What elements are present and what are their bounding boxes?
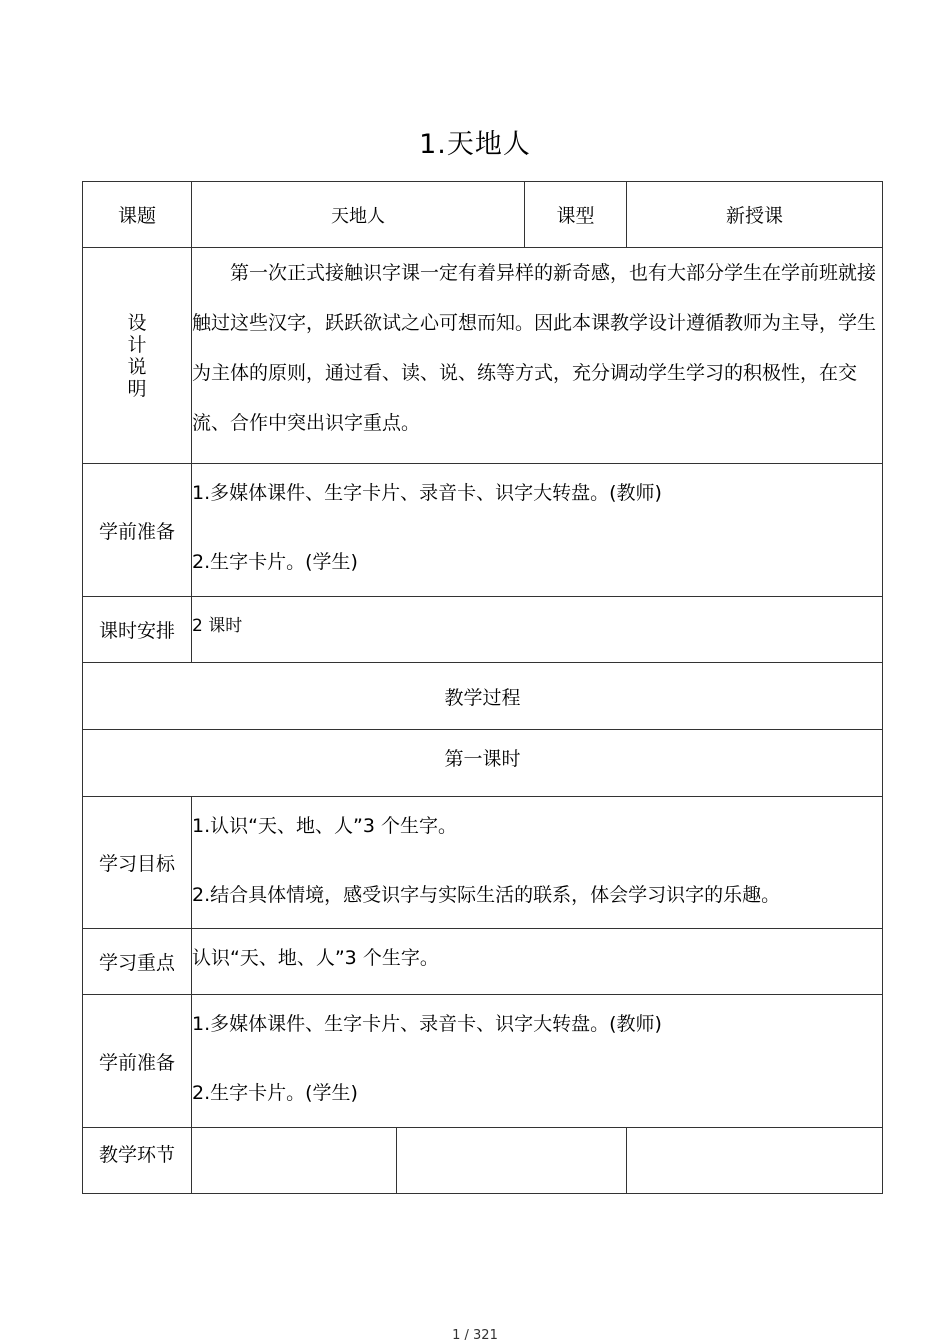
goals-list <box>192 797 883 929</box>
steps-cell-2 <box>397 1128 627 1194</box>
schedule-value: 2 课时 <box>192 597 883 663</box>
focus-row <box>83 929 883 995</box>
first-lesson-row <box>83 730 883 797</box>
first-lesson-heading: 第一课时 <box>83 730 883 797</box>
topic-label: 课题 <box>83 182 192 248</box>
process-heading-row <box>83 663 883 730</box>
goals-label: 学习目标 <box>83 797 192 929</box>
prep-item: 1.多媒体课件、生字卡片、录音卡、识字大转盘。(教师) <box>192 1013 662 1035</box>
topic-value: 天地人 <box>192 182 525 248</box>
prep-label-1: 学前准备 <box>83 464 192 597</box>
prep-item: 2.生字卡片。(学生) <box>192 551 358 573</box>
goals-row <box>83 797 883 929</box>
lesson-type-label: 课型 <box>525 182 627 248</box>
process-heading: 教学过程 <box>83 663 883 730</box>
design-row <box>83 248 883 464</box>
topic-row <box>83 182 883 248</box>
schedule-row <box>83 597 883 663</box>
goal-item: 2.结合具体情境，感受识字与实际生活的联系，体会学习识字的乐趣。 <box>192 884 781 906</box>
focus-value: 认识“天、地、人”3 个生字。 <box>192 929 883 995</box>
lesson-plan-table <box>82 181 883 1194</box>
prep-list-2 <box>192 995 883 1128</box>
design-label: 设 计 说 明 <box>83 248 192 464</box>
prep-label-2: 学前准备 <box>83 995 192 1128</box>
steps-label: 教学环节 <box>83 1128 192 1194</box>
prep-row-1 <box>83 464 883 597</box>
design-text: 第一次正式接触识字课一定有着异样的新奇感，也有大部分学生在学前班就接触过这些汉字，跃跃欲试之心可想而知。因此本课教学设计遵循教师为主导，学生为主体的原则，通过看、读、说、练等方式，充分调动学生学习的积极性，在交流、合作中突出识字重点。 <box>192 248 883 464</box>
goal-item: 1.认识“天、地、人”3 个生字。 <box>192 815 457 837</box>
prep-list-1 <box>192 464 883 597</box>
prep-row-2 <box>83 995 883 1128</box>
page-number: 1 / 321 <box>452 1328 498 1343</box>
steps-row <box>83 1128 883 1194</box>
steps-cell-1 <box>192 1128 397 1194</box>
schedule-label: 课时安排 <box>83 597 192 663</box>
page-title: 1.天地人 <box>419 129 531 160</box>
lesson-type-value: 新授课 <box>627 182 883 248</box>
prep-item: 1.多媒体课件、生字卡片、录音卡、识字大转盘。(教师) <box>192 482 662 504</box>
focus-label: 学习重点 <box>83 929 192 995</box>
prep-item: 2.生字卡片。(学生) <box>192 1082 358 1104</box>
steps-cell-3 <box>627 1128 883 1194</box>
